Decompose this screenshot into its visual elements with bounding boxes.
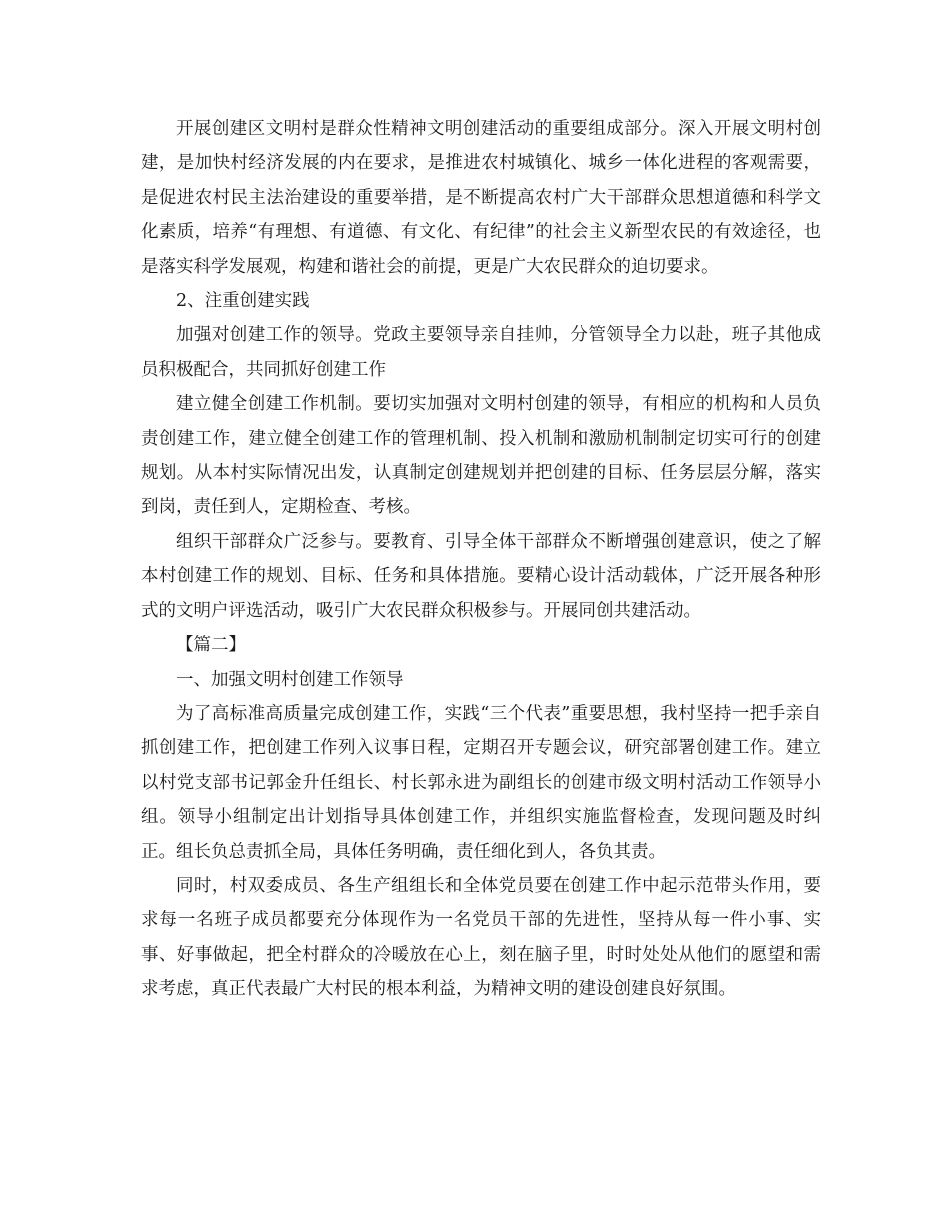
document-body [141, 112, 821, 1007]
section-heading-practice: 2、注重创建实践 [176, 291, 310, 312]
part-two-heading: 【篇二】 [176, 635, 246, 656]
paragraph-high-standard: 为了高标准高质量完成创建工作，实践“三个代表”重要思想，我村坚持一把手亲自抓创建工作，把创建工作列入议事日程，定期召开专题会议，研究部署创建工作。建立以村党支部书记郭金升任组长、村长郭永进为副组长的创建市级文明村活动工作领导小组。领导小组制定出计划指导具体创建工作，并组织实施监督检查，发现问题及时纠正。组长负总责抓全局，具体任务明确，责任细化到人，各负其责。 [141, 703, 821, 862]
paragraph-participation: 组织干部群众广泛参与。要教育、引导全体干部群众不断增强创建意识，使之了解本村创建工作的规划、目标、任务和具体措施。要精心设计活动载体，广泛开展各种形式的文明户评选活动，吸引广大农民群众积极参与。开展同创共建活动。 [141, 531, 821, 621]
paragraph-leadership: 加强对创建工作的领导。党政主要领导亲自挂帅，分管领导全力以赴，班子其他成员积极配合，共同抓好创建工作 [141, 325, 821, 380]
paragraph-exemplary-role: 同时，村双委成员、各生产组组长和全体党员要在创建工作中起示范带头作用，要求每一名班子成员都要充分体现作为一名党员干部的先进性，坚持从每一件小事、实事、好事做起，把全村群众的冷暖放在心上，刻在脑子里，时时处处从他们的愿望和需求考虑，真正代表最广大村民的根本利益，为精神文明的建设创建良好氛围。 [141, 875, 821, 1000]
paragraph-mechanism: 建立健全创建工作机制。要切实加强对文明村创建的领导，有相应的机构和人员负责创建工作，建立健全创建工作的管理机制、投入机制和激励机制制定切实可行的创建规划。从本村实际情况出发，认真制定创建规划并把创建的目标、任务层层分解，落实到岗，责任到人，定期检查、考核。 [141, 394, 821, 518]
section-heading-leadership: 一、加强文明村创建工作领导 [176, 669, 404, 690]
paragraph-intro: 开展创建区文明村是群众性精神文明创建活动的重要组成部分。深入开展文明村创建，是加快村经济发展的内在要求，是推进农村城镇化、城乡一体化进程的客观需要，是促进农村民主法治建设的重要举措，是不断提高农村广大干部群众思想道德和科学文化素质，培养“有理想、有道德、有文化、有纪律”的社会主义新型农民的有效途径，也是落实科学发展观，构建和谐社会的前提，更是广大农民群众的迫切要求。 [141, 119, 821, 277]
